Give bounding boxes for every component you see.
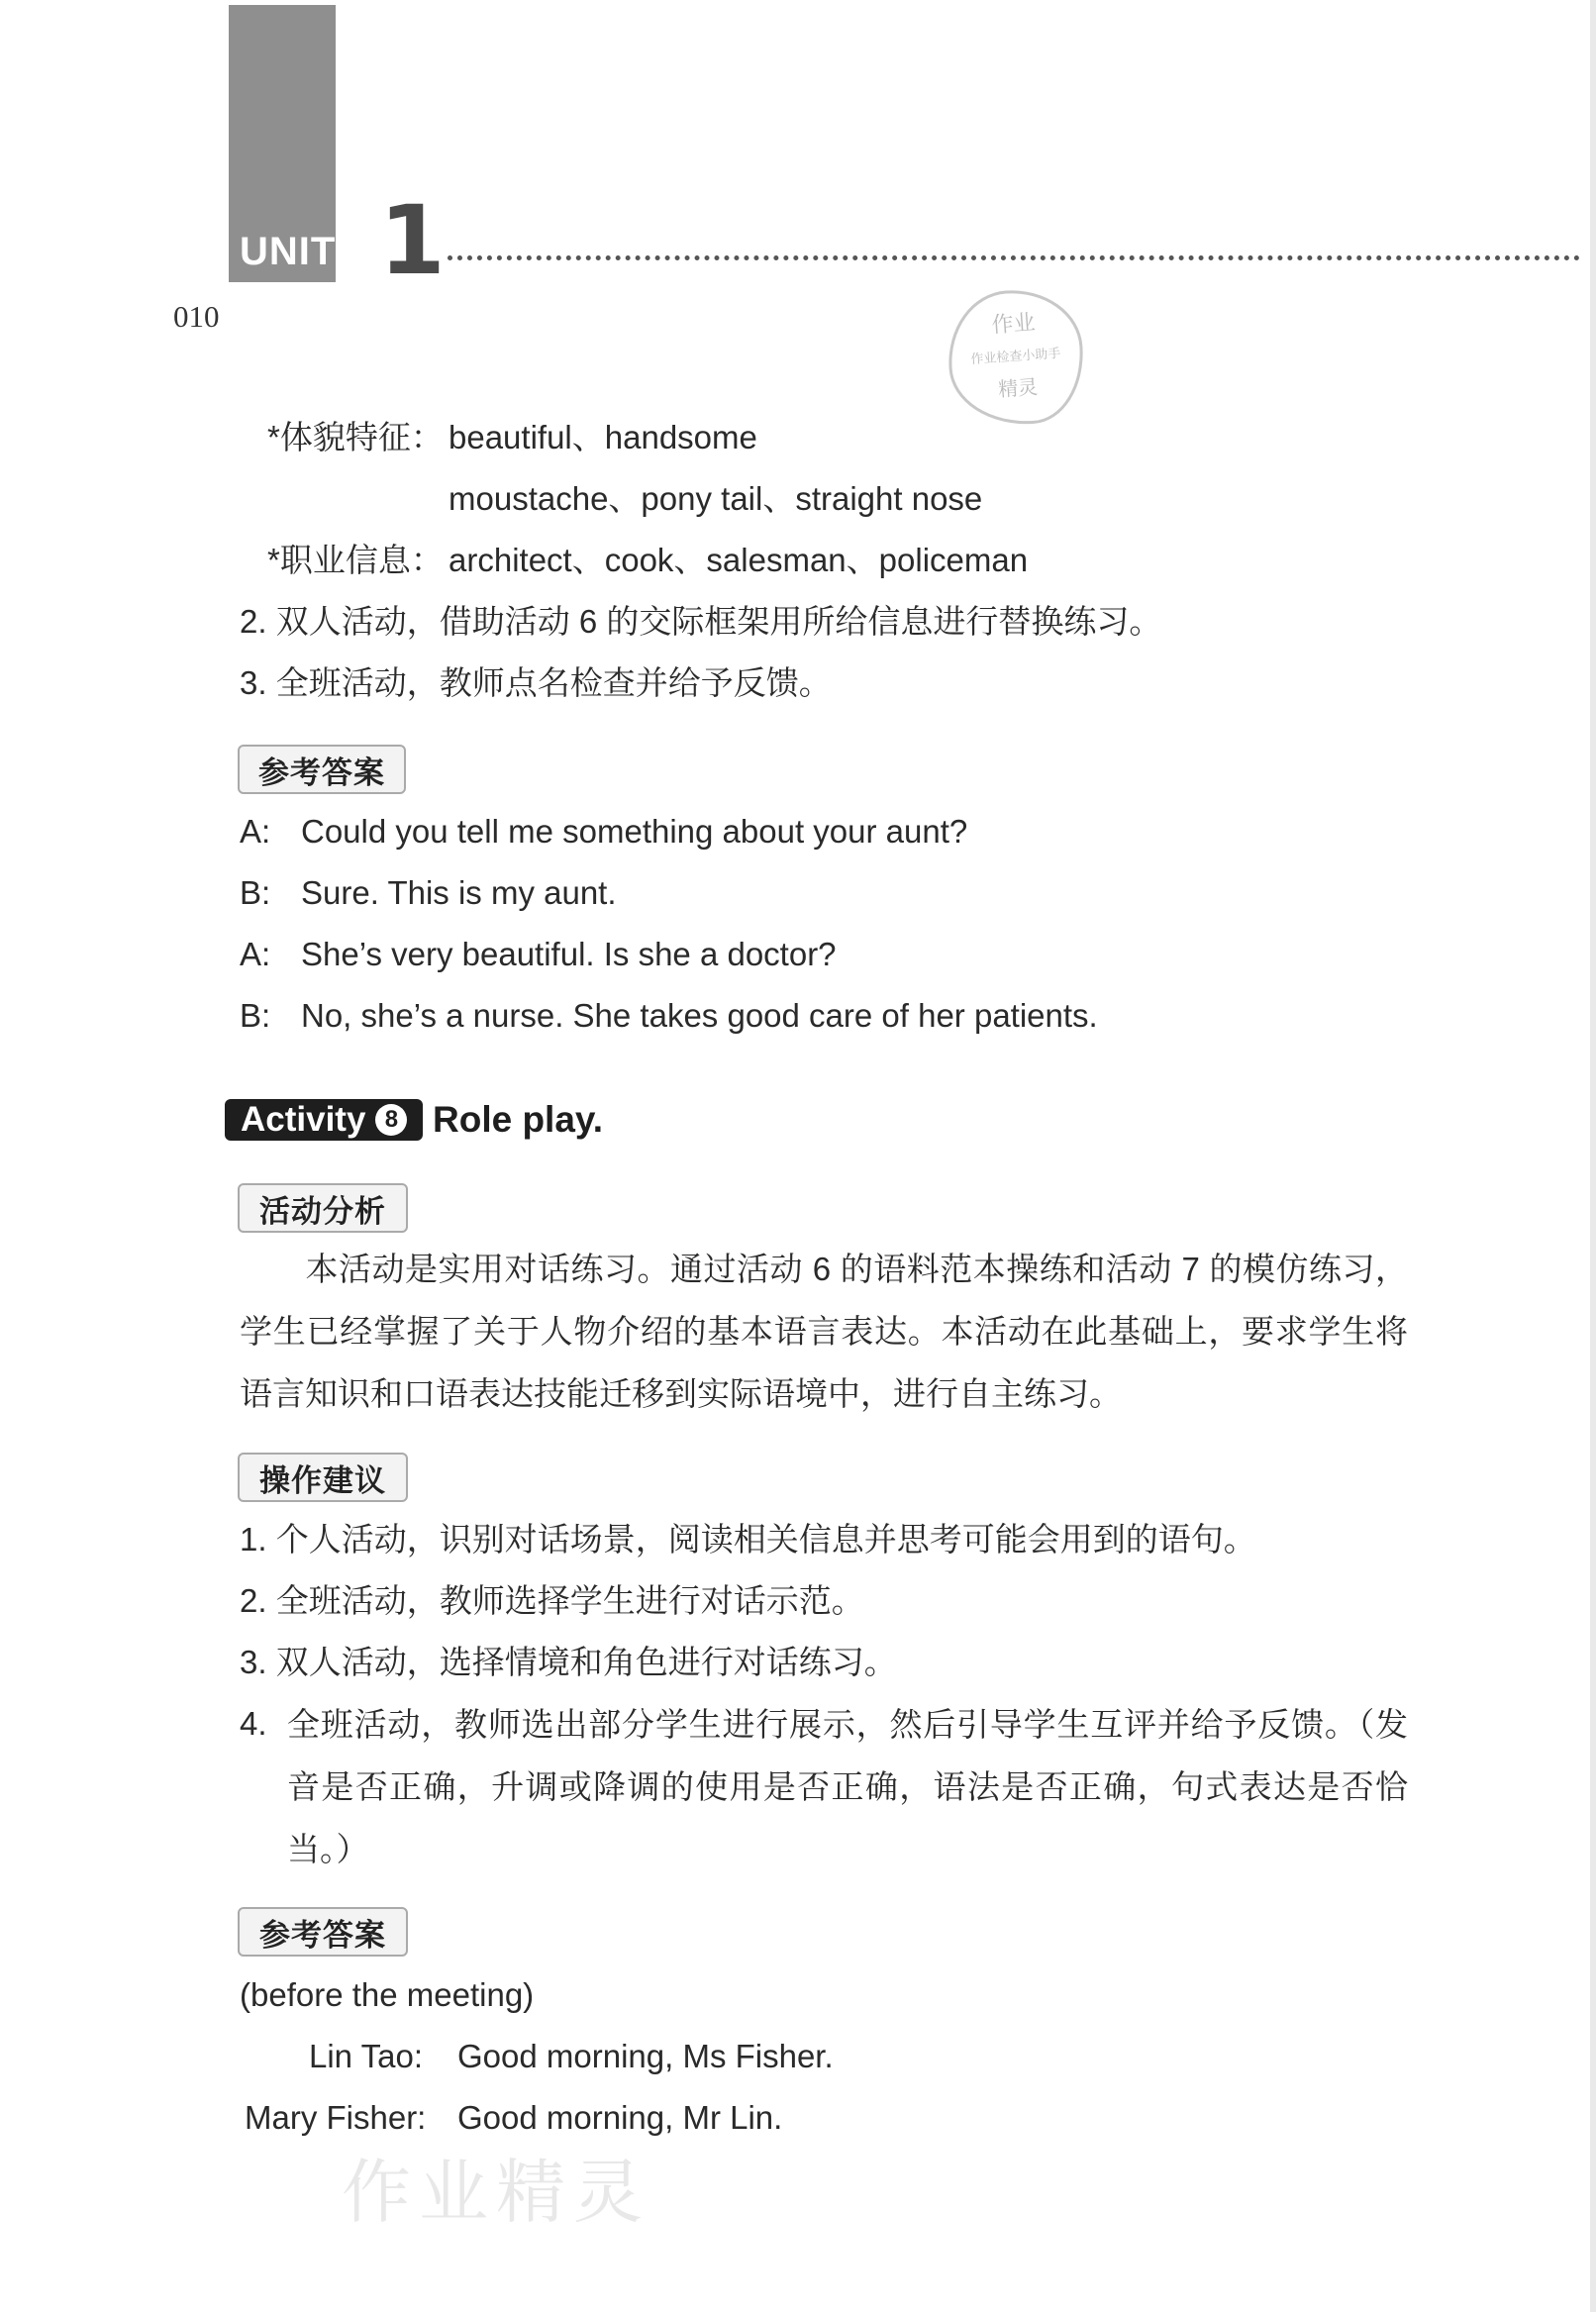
unit-number: 1 — [379, 185, 446, 296]
speaker-label: A: — [240, 936, 271, 972]
suggestion-number: 4. — [240, 1705, 267, 1742]
dialogue-line: Good morning, Mr Lin. — [457, 2099, 783, 2136]
suggestion-item-4: 全班活动，教师选出部分学生进行展示，然后引导学生互评并给予反馈。（发音是否正确，升调或降调的使用是否正确，语法是否正确，句式表达是否恰当。） — [287, 1706, 1408, 1867]
unit-label: UNIT — [240, 230, 337, 273]
step-item: 2. 双人活动，借助活动 6 的交际框架用所给信息进行替换练习。 — [240, 603, 1162, 640]
stamp-line-2: 作业检查小助手 — [969, 345, 1061, 367]
analysis-paragraph — [240, 1238, 1408, 1425]
activity-title: Role play. — [433, 1099, 604, 1140]
activity-badge — [225, 1099, 423, 1141]
dialogue-line: Sure. This is my aunt. — [301, 874, 617, 911]
speaker-label: B: — [240, 874, 271, 911]
dialogue-line: She’s very beautiful. Is she a doctor? — [301, 936, 837, 972]
stamp-line-3: 精灵 — [997, 376, 1039, 402]
page-edge — [1590, 0, 1596, 2312]
suggestions-box: 操作建议 — [238, 1453, 408, 1502]
speaker-label: Lin Tao: — [309, 2038, 423, 2074]
speaker-label: Mary Fisher: — [245, 2099, 427, 2136]
dialogue-line: Good morning, Ms Fisher. — [457, 2038, 834, 2074]
speaker-label: A: — [240, 813, 271, 850]
suggestion-item: 1. 个人活动，识别对话场景，阅读相关信息并思考可能会用到的语句。 — [240, 1521, 1256, 1558]
speaker-label: B: — [240, 997, 271, 1034]
step-item: 3. 全班活动，教师点名检查并给予反馈。 — [240, 664, 832, 701]
occupation-label: *职业信息： — [267, 542, 444, 578]
analysis-box: 活动分析 — [238, 1183, 408, 1233]
answer-key-box: 参考答案 — [238, 745, 406, 794]
activity-badge-word: Activity — [241, 1100, 366, 1139]
page-number: 010 — [173, 299, 220, 334]
watermark: 作业精灵 — [342, 2152, 650, 2233]
dialogue-context: (before the meeting) — [240, 1976, 535, 2013]
header-dotted-rule — [448, 255, 1580, 260]
suggestion-item: 2. 全班活动，教师选择学生进行对话示范。 — [240, 1582, 864, 1619]
homework-stamp-icon — [944, 285, 1087, 429]
stamp-line-1: 作业 — [990, 309, 1037, 338]
dialogue-line: No, she’s a nurse. She takes good care of her patients. — [301, 997, 1098, 1034]
suggestion-item: 3. 双人活动，选择情境和角色进行对话练习。 — [240, 1644, 897, 1680]
occupation-words: architect、cook、salesman、policeman — [449, 542, 1029, 578]
appearance-words-2: moustache、pony tail、straight nose — [449, 480, 983, 517]
dialogue-line: Could you tell me something about your aunt? — [301, 813, 968, 850]
answer-key-box: 参考答案 — [238, 1907, 408, 1957]
activity-number-icon: 8 — [375, 1104, 407, 1136]
analysis-text: 本活动是实用对话练习。通过活动 6 的语料范本操练和活动 7 的模仿练习，学生已经掌握了关于人物介绍的基本语言表达。本活动在此基础上，要求学生将语言知识和口语表达技能迁移到实际语境中，进行自主练习。 — [240, 1251, 1408, 1412]
appearance-words-1: beautiful、handsome — [449, 419, 757, 455]
appearance-label: *体貌特征： — [267, 419, 444, 455]
